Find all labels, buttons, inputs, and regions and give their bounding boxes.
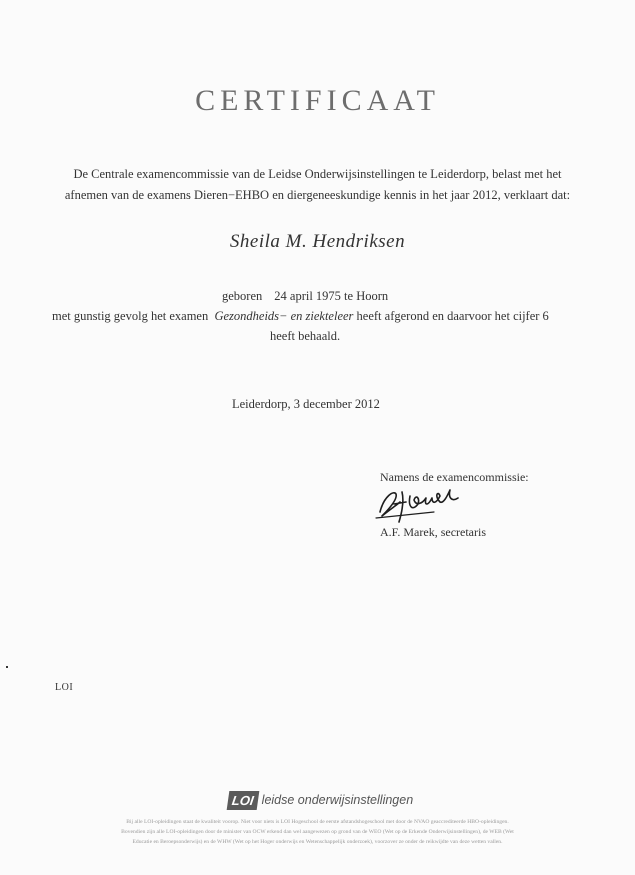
birth-line [222,289,388,304]
signer-name: A.F. Marek, secretaris [380,525,487,539]
exam-prefix: met gunstig gevolg het examen [52,309,209,323]
exam-line [52,309,549,324]
recipient-name: Sheila M. Hendriksen [229,231,406,252]
signature-image [372,482,472,526]
loi-logo-text: leidse onderwijsinstellingen [261,793,414,807]
intro-line-1: De Centrale examencommissie van de Leidse Onderwijsinstellingen te Leiderdorp, belast met het [73,167,562,181]
fine-print-line-3: Educatie en Beroepsonderwijs) en de WHW (Wet op het Hoger onderwijs en Wetenschappelijk onderzoek), voorzover ze onder de reikwijdte van deze wetten vallen. [132,839,503,845]
birth-label: geboren [222,289,263,303]
on-behalf-label: Namens de examencommissie: [380,470,529,484]
footer-fine-print [30,817,605,847]
fine-print-line-2: Bovendien zijn alle LOI-opleidingen door de minister van OCW erkend dan wel aangewezen op grond van de WEO (Wet op de Erkende Onderwijsinstellingen), de WEB (Wet [121,829,514,835]
loi-logo [228,789,413,811]
exam-line-2: heeft behaald. [270,329,341,343]
exam-suffix: heeft afgerond en daarvoor het cijfer 6 [356,309,549,323]
certificate-title: CERTIFICAAT [195,84,440,117]
scan-speck [6,666,8,668]
birth-date-place: 24 april 1975 te Hoorn [274,289,389,303]
loi-mark: LOI [55,682,74,693]
intro-paragraph [40,164,595,206]
place-date: Leiderdorp, 3 december 2012 [232,397,380,411]
exam-course: Gezondheids− en ziekteleer [214,309,354,323]
fine-print-line-1: Bij alle LOI-opleidingen staat de kwaliteit voorop. Niet voor niets is LOI Hogeschool de eerste afstandshogeschool met door de NVAO geaccrediteerde HBO-opleidingen. [126,819,509,825]
intro-line-2: afnemen van de examens Dieren−EHBO en diergeneeskundige kennis in het jaar 2012, verklaart dat: [64,188,571,202]
loi-logo-box: LOI [227,791,259,810]
